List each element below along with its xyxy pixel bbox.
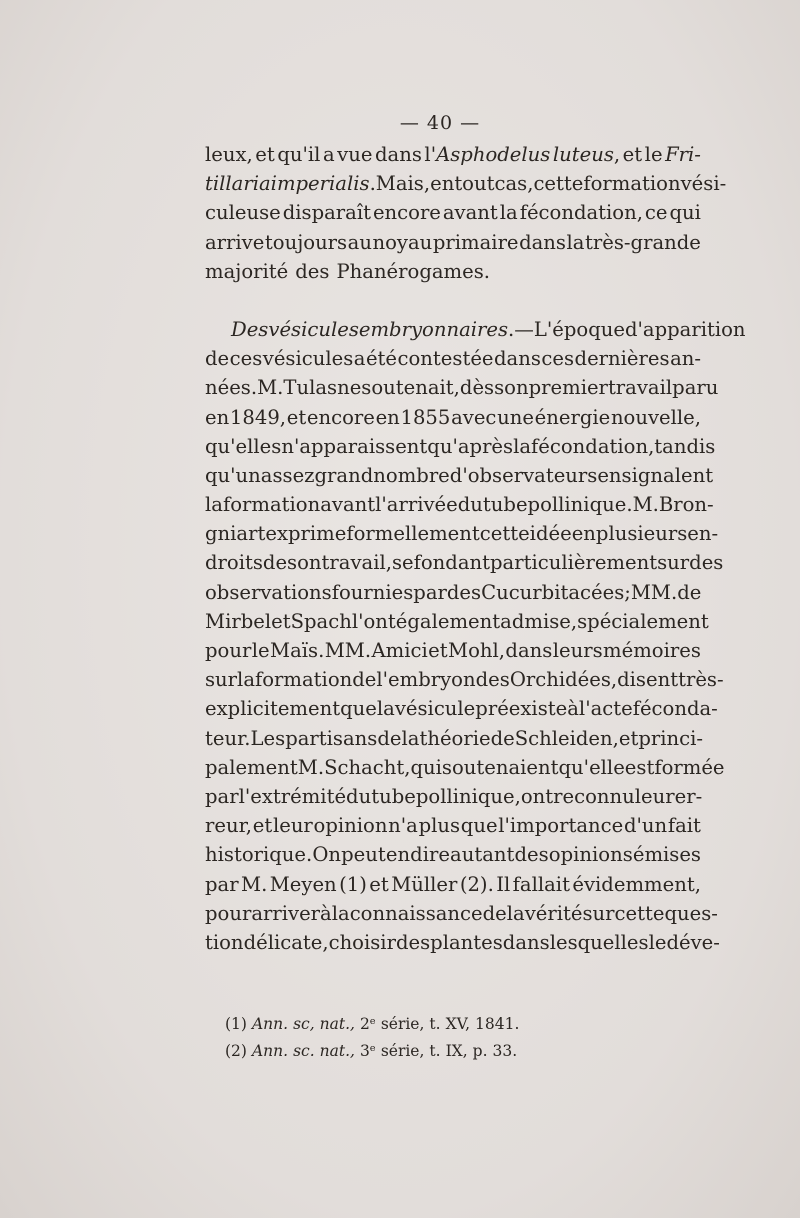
word: fondant xyxy=(413,551,491,575)
word: encore xyxy=(306,405,375,429)
text-line xyxy=(205,578,701,607)
word: qu'un xyxy=(205,463,261,487)
word: et xyxy=(622,143,643,166)
word: droits xyxy=(205,551,263,575)
word: grand xyxy=(314,463,374,487)
text-line xyxy=(205,344,701,373)
word: teur. xyxy=(205,726,251,750)
word: avant xyxy=(442,201,498,225)
word: a xyxy=(353,347,366,371)
word: la xyxy=(205,493,223,517)
word: dire xyxy=(410,843,450,867)
word: Schleiden, xyxy=(514,726,619,750)
word: théorie xyxy=(419,726,491,750)
word: l'acte xyxy=(578,697,633,721)
word: arriver xyxy=(251,901,321,925)
word: peut xyxy=(341,843,386,867)
text-line xyxy=(205,403,701,432)
word: gniart xyxy=(205,522,266,546)
word: son xyxy=(494,376,529,400)
word: On xyxy=(312,843,342,867)
word: Schacht, xyxy=(324,755,411,779)
word: Des xyxy=(231,317,269,341)
word: Il xyxy=(496,872,511,896)
word: série, xyxy=(380,1015,425,1033)
word: IX, xyxy=(445,1042,468,1060)
word: est xyxy=(624,755,655,779)
body-text xyxy=(205,140,746,957)
word: tillaria xyxy=(205,172,271,196)
word: et xyxy=(369,872,389,896)
text-line xyxy=(205,840,701,869)
word: la xyxy=(237,668,255,692)
word: n'apparaissent xyxy=(281,434,428,458)
word: déve- xyxy=(666,930,720,954)
word: explicitement xyxy=(205,697,341,721)
paragraph-gap xyxy=(205,286,701,315)
word: en- xyxy=(687,522,719,546)
word: et xyxy=(618,726,639,750)
word: ont xyxy=(520,784,554,808)
footnote xyxy=(225,1011,524,1038)
word: qu'elle xyxy=(558,755,625,779)
word: qui xyxy=(410,755,442,779)
word: et xyxy=(271,609,291,633)
word: le xyxy=(644,143,663,166)
word: choisir xyxy=(328,930,396,954)
word: évidemment, xyxy=(572,872,701,896)
word: vésicules xyxy=(262,347,354,371)
word: de xyxy=(205,347,230,371)
word: Mirbel xyxy=(205,609,272,633)
text-line xyxy=(205,315,746,344)
word: d'apparition xyxy=(624,317,746,341)
word: 3ᵉ xyxy=(359,1042,376,1060)
word: une xyxy=(497,405,534,429)
word: qu'après xyxy=(427,434,514,458)
word: arrive xyxy=(205,230,265,254)
word: (1) xyxy=(225,1015,247,1033)
word: le xyxy=(648,930,667,954)
word: le xyxy=(251,639,270,662)
word: L'époque xyxy=(533,317,625,341)
word: Ann. xyxy=(251,1042,289,1060)
word: la xyxy=(401,726,420,750)
word: particulièrement xyxy=(490,551,658,575)
word: pour xyxy=(205,901,252,925)
text-line xyxy=(205,140,701,169)
word: fait xyxy=(667,814,701,838)
word: vésicules xyxy=(268,317,359,341)
word: des xyxy=(395,930,431,954)
word: lesquelles xyxy=(549,930,649,954)
word: 33. xyxy=(492,1042,518,1060)
word: formée xyxy=(654,755,725,779)
word: spécialement xyxy=(577,609,709,633)
word: admise, xyxy=(500,609,578,633)
word: idée xyxy=(529,522,572,546)
word: de xyxy=(490,726,515,750)
word: exprime xyxy=(265,522,347,546)
word: vue xyxy=(337,143,373,166)
word: des xyxy=(514,843,549,867)
word: d'un xyxy=(623,814,668,838)
word: l'ont xyxy=(351,609,396,633)
word: sur xyxy=(205,668,238,692)
word: Tulasne xyxy=(283,376,362,400)
word: en xyxy=(597,463,622,487)
word: cas, xyxy=(494,172,534,196)
word: par xyxy=(205,872,239,896)
word: Les xyxy=(250,726,286,750)
word: Ann. xyxy=(251,1015,289,1033)
text-line xyxy=(205,607,709,636)
word: MM. xyxy=(630,580,678,604)
word: que xyxy=(460,814,498,838)
word: Amici xyxy=(371,639,428,662)
word: Cucurbitacées; xyxy=(481,580,631,604)
word: connaissance xyxy=(349,901,483,925)
word: XV, xyxy=(445,1015,471,1033)
word: délicate, xyxy=(243,930,329,954)
word: par xyxy=(413,580,447,604)
word: (1) xyxy=(339,872,367,896)
footnote xyxy=(225,1038,524,1065)
word: cette xyxy=(533,172,584,196)
text-line xyxy=(205,198,701,227)
word: à xyxy=(567,697,579,721)
word: autant xyxy=(450,843,515,867)
word: en xyxy=(205,405,230,429)
word: Orchidées, xyxy=(509,668,618,692)
word: er- xyxy=(674,784,703,808)
word: imperialis. xyxy=(270,172,376,196)
word: soutenaient xyxy=(441,755,559,779)
word: tube xyxy=(371,784,416,808)
word: a xyxy=(322,143,335,166)
word: t. xyxy=(429,1042,441,1060)
word: et xyxy=(252,814,273,838)
text-line xyxy=(205,636,701,665)
word: en xyxy=(571,522,596,546)
text-line xyxy=(205,432,716,461)
text-line xyxy=(205,694,718,723)
word: féconda- xyxy=(632,697,718,721)
word: sc. xyxy=(293,1042,315,1060)
word: des xyxy=(295,259,330,283)
word: leurs xyxy=(552,639,603,662)
word: travail xyxy=(607,376,673,400)
word: Maïs. xyxy=(270,639,325,662)
word: ce xyxy=(644,201,668,225)
word: de xyxy=(482,901,507,925)
word: plantes xyxy=(430,930,503,954)
word: série, xyxy=(380,1042,425,1060)
word: princi- xyxy=(638,726,703,750)
word: majorité xyxy=(205,259,289,283)
word: t. xyxy=(429,1015,441,1033)
paragraph xyxy=(205,140,727,286)
word: plusieurs xyxy=(595,522,688,546)
word: vérité xyxy=(524,901,583,925)
word: de xyxy=(677,580,702,604)
word: noyau xyxy=(372,230,433,254)
word: signalent xyxy=(621,463,714,487)
word: cette xyxy=(614,901,665,925)
word: assez xyxy=(260,463,315,487)
text-line xyxy=(205,928,720,957)
word: Spach xyxy=(290,609,352,633)
word: p. xyxy=(472,1042,488,1060)
word: tion xyxy=(205,930,244,954)
word: dans xyxy=(505,639,553,662)
word: se xyxy=(391,551,414,575)
word: fallait xyxy=(512,872,570,896)
word: nat., xyxy=(319,1042,355,1060)
text-line xyxy=(205,373,719,402)
word: toujours xyxy=(264,230,348,254)
word: de xyxy=(377,726,402,750)
word: la xyxy=(513,434,532,458)
text-line xyxy=(205,899,718,928)
word: plus xyxy=(418,814,461,838)
word: reconnu xyxy=(553,784,635,808)
word: palement xyxy=(205,755,298,779)
word: 1849, xyxy=(229,405,287,429)
word: disent xyxy=(617,668,679,692)
word: formation xyxy=(583,172,681,196)
word: l'extrémité xyxy=(238,784,347,808)
word: dès xyxy=(459,376,495,400)
word: mémoires xyxy=(603,639,701,662)
word: M. xyxy=(632,493,659,517)
word: opinions xyxy=(548,843,633,867)
word: en xyxy=(430,172,455,196)
word: la xyxy=(506,901,525,925)
word: — xyxy=(514,317,534,341)
word: préexiste xyxy=(475,697,568,721)
word: des xyxy=(475,668,510,692)
word: sur xyxy=(582,901,615,925)
word: primaire xyxy=(432,230,519,254)
word: que xyxy=(340,697,377,721)
word: en xyxy=(385,843,411,867)
word: M. xyxy=(241,872,268,896)
word: de xyxy=(262,551,288,575)
word: par xyxy=(205,784,239,808)
word: et xyxy=(428,639,448,662)
word: sc, xyxy=(293,1015,315,1033)
text-line xyxy=(205,519,719,548)
word: et xyxy=(255,143,275,166)
word: n'a xyxy=(388,814,418,838)
word: MM. xyxy=(324,639,372,662)
word: la xyxy=(566,230,585,254)
text-line xyxy=(205,257,701,286)
word: été xyxy=(365,347,398,371)
word: pour xyxy=(205,639,252,662)
word: au xyxy=(347,230,372,254)
word: travail, xyxy=(321,551,392,575)
word: dernières xyxy=(574,347,670,371)
text-line xyxy=(205,724,701,753)
text-line xyxy=(205,665,724,694)
word: paru xyxy=(672,376,719,400)
word: également xyxy=(395,609,501,633)
word: formation xyxy=(255,668,353,692)
word: du xyxy=(346,784,372,808)
word: ces xyxy=(229,347,263,371)
word: 2ᵉ xyxy=(359,1015,376,1033)
word: reur, xyxy=(205,814,253,838)
word: Meyen xyxy=(269,872,337,896)
word: énergie xyxy=(534,405,611,429)
word: fécondation, xyxy=(531,434,655,458)
word: et xyxy=(286,405,307,429)
word: d'observateurs xyxy=(449,463,598,487)
word: opinion xyxy=(313,814,388,838)
text-line xyxy=(205,228,701,257)
word: culeuse xyxy=(205,201,281,225)
word: très-grande xyxy=(585,230,701,254)
word: leur xyxy=(634,784,675,808)
word: an- xyxy=(670,347,701,371)
word: la xyxy=(499,201,518,225)
word: cette xyxy=(479,522,530,546)
text-line xyxy=(205,870,701,899)
word: nombre xyxy=(373,463,450,487)
word: tandis xyxy=(654,434,716,458)
word: leux, xyxy=(205,143,253,166)
word: dans xyxy=(374,143,422,166)
word: dans xyxy=(502,930,550,954)
text-line xyxy=(205,548,724,577)
word: l'importance xyxy=(498,814,624,838)
word: des xyxy=(446,580,482,604)
page-number: — 40 — xyxy=(399,112,481,134)
word: partisans xyxy=(285,726,378,750)
word: ces xyxy=(541,347,575,371)
word: premier xyxy=(528,376,608,400)
word: nouvelle, xyxy=(610,405,701,429)
word: Müller xyxy=(391,872,458,896)
word: de xyxy=(352,668,377,692)
word: avec xyxy=(451,405,497,429)
word: émises xyxy=(632,843,701,867)
word: avant xyxy=(320,493,376,517)
word: Phanérogames. xyxy=(336,259,490,283)
word: Mohl, xyxy=(448,639,506,662)
word: des xyxy=(689,551,724,575)
word: disparaît xyxy=(282,201,371,225)
text-line xyxy=(205,461,714,490)
word: dans xyxy=(519,230,566,254)
word: 1841. xyxy=(475,1015,520,1033)
word: sur xyxy=(657,551,690,575)
word: (2) xyxy=(225,1042,247,1060)
word: contestée xyxy=(397,347,494,371)
word: en xyxy=(375,405,400,429)
word: embryonnaires. xyxy=(358,317,515,341)
word: M. xyxy=(297,755,325,779)
text-line xyxy=(205,782,701,811)
word: la xyxy=(331,901,350,925)
word: M. xyxy=(257,376,284,400)
word: nat., xyxy=(319,1015,355,1033)
word: dans xyxy=(494,347,541,371)
word: soutenait, xyxy=(361,376,460,400)
word: qu'elles xyxy=(205,434,282,458)
word: pollinique. xyxy=(527,493,633,517)
word: fournies xyxy=(331,580,414,604)
word: ques- xyxy=(664,901,718,925)
word: formellement xyxy=(346,522,480,546)
word: observations xyxy=(205,580,332,604)
word: vési- xyxy=(680,172,727,196)
word: tout xyxy=(454,172,495,196)
word: luteus, xyxy=(552,143,621,166)
word: l'arrivée xyxy=(375,493,458,517)
word: à xyxy=(320,901,332,925)
word: leur xyxy=(272,814,313,838)
text-line xyxy=(205,169,727,198)
text-line xyxy=(205,753,725,782)
word: 1855 xyxy=(400,405,451,429)
text-line xyxy=(205,490,714,519)
word: très- xyxy=(678,668,724,692)
word: Mais, xyxy=(375,172,431,196)
word: l'Asphodelus xyxy=(424,143,551,166)
word: vésicule xyxy=(394,697,476,721)
word: la xyxy=(376,697,395,721)
text-line xyxy=(205,811,701,840)
word: du xyxy=(457,493,483,517)
word: qui xyxy=(669,201,701,225)
word: pollinique, xyxy=(415,784,521,808)
footnotes xyxy=(225,1011,524,1065)
word: qu'il xyxy=(277,143,321,166)
word: formation xyxy=(222,493,321,517)
word: Bron- xyxy=(658,493,714,517)
word: tube xyxy=(482,493,528,517)
word: son xyxy=(287,551,322,575)
paragraph xyxy=(205,315,746,957)
word: l'embryon xyxy=(376,668,476,692)
word: historique. xyxy=(205,843,313,867)
word: Fri- xyxy=(665,143,701,166)
word: nées. xyxy=(205,376,258,400)
word: fécondation, xyxy=(519,201,643,225)
word: (2). xyxy=(459,872,494,896)
word: encore xyxy=(372,201,441,225)
